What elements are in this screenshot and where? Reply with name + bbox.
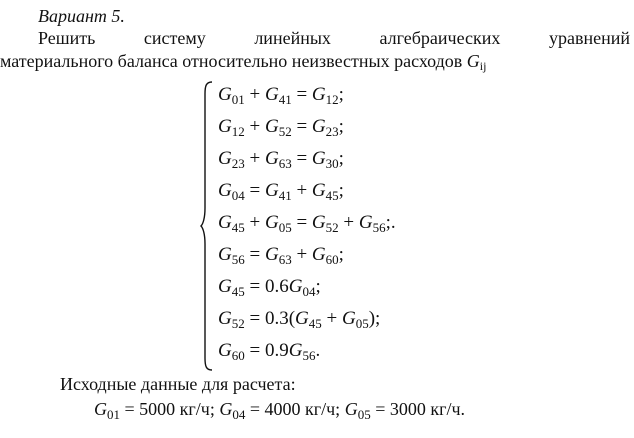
left-brace-icon <box>200 80 214 372</box>
task-statement-line-1 <box>38 28 630 49</box>
task-word: алгебраических <box>379 28 501 48</box>
equation-3: $G_{23} + G_{63} = G_{30}$; <box>218 148 344 171</box>
equation-6: $G_{56} = G_{63} + G_{60}$; <box>218 244 344 267</box>
variant-heading: Вариант 5. <box>38 6 125 26</box>
equation-4: $G_{04} = G_{41} + G_{45}$; <box>218 180 344 203</box>
equation-8: $G_{52} = 0.3(G_{45} + G_{05})$; <box>218 308 381 331</box>
task-statement-line-2 <box>0 51 486 74</box>
given-data-title: Исходные данные для расчета: <box>60 374 296 394</box>
equation-system <box>200 80 460 372</box>
task-line2-text: материального баланса относительно неизвестных расходов <box>0 51 467 71</box>
task-word: систему <box>143 28 206 48</box>
equation-2: $G_{12} + G_{52} = G_{23}$; <box>218 116 344 139</box>
given-data-values: $G_{01} = 5000$ кг/ч; $G_{04} = 4000$ кг/ч; $G_{05} = 3000$ кг/ч. <box>94 399 466 422</box>
equation-5: $G_{45} + G_{05} = G_{52} + G_{56}$;. <box>218 212 396 235</box>
equation-7: $G_{45} = 0.6G_{04}$; <box>218 276 321 299</box>
task-word: уравнений <box>548 28 630 48</box>
variable-gij: $G_{ij}$ <box>466 51 487 73</box>
task-word: линейных <box>254 28 331 48</box>
equation-9: $G_{60} = 0.9G_{56}$. <box>218 340 321 363</box>
equation-1: $G_{01} + G_{41} = G_{12}$; <box>218 84 344 107</box>
task-word: Решить <box>38 28 96 48</box>
